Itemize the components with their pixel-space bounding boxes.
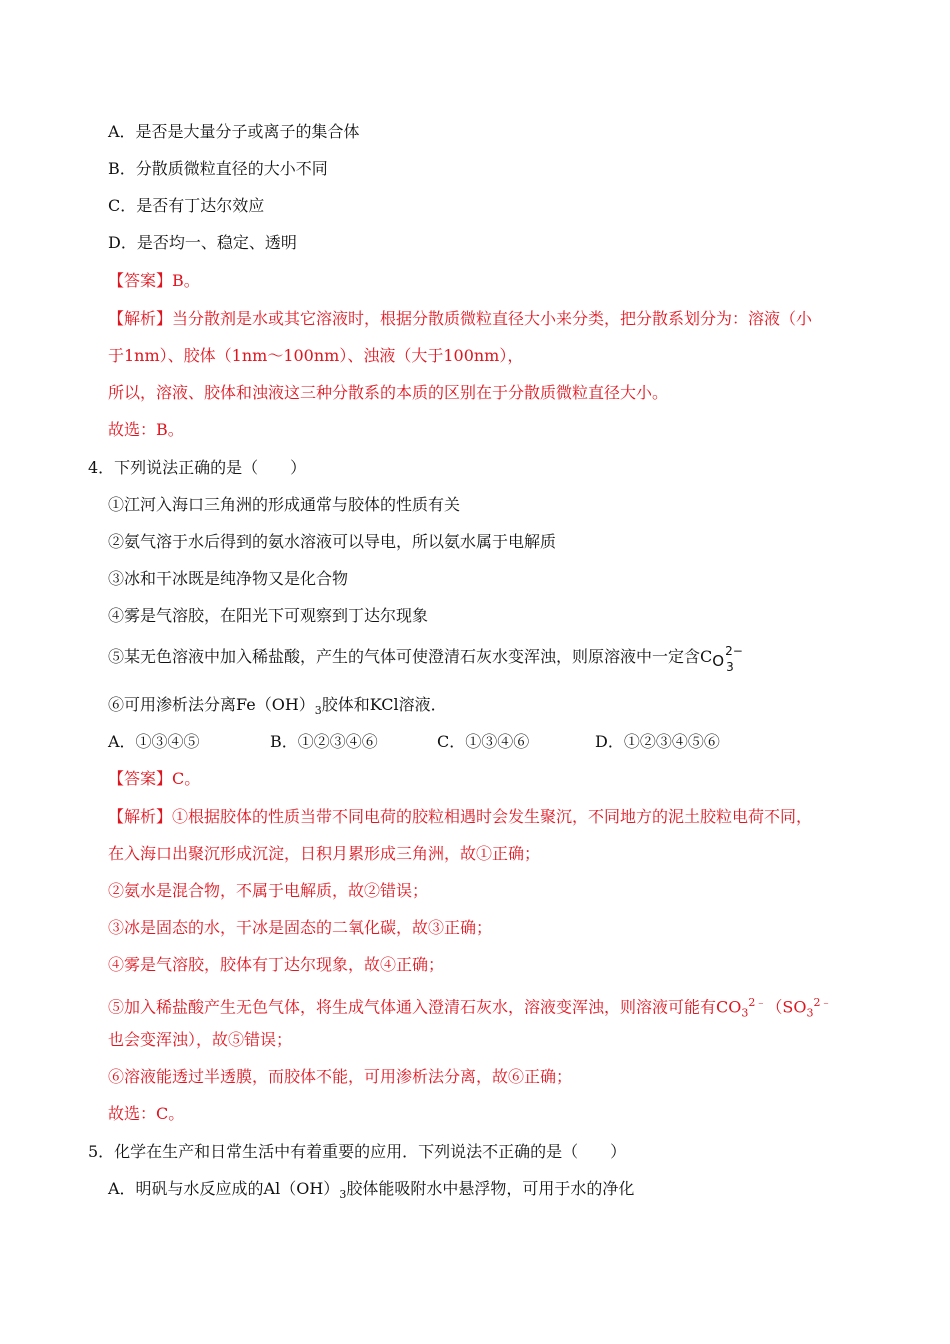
q3-analysis-line: 所以，溶液、胶体和浊液这三种分散系的本质的区别在于分散质微粒直径大小。 bbox=[108, 383, 669, 402]
q4-statement-2: ②氨气溶于水后得到的氨水溶液可以导电，所以氨水属于电解质 bbox=[108, 532, 557, 551]
q3-option-b: B．分散质微粒直径的大小不同 bbox=[108, 159, 328, 178]
q4-option-a: A．①③④⑤ bbox=[108, 732, 200, 751]
q5-option-a bbox=[108, 1177, 634, 1207]
q4-analysis-line: ②氨水是混合物，不属于电解质，故②错误； bbox=[108, 881, 429, 900]
q4-analysis-line: 故选：C。 bbox=[108, 1104, 185, 1123]
q3-analysis-line: 故选：B。 bbox=[108, 420, 184, 439]
q4-analysis-l6-sup1: 2﹣ bbox=[748, 996, 767, 1009]
q3-analysis-line: 【解析】当分散剂是水或其它溶液时，根据分散质微粒直径大小来分类，把分散系划分为：溶液（小 bbox=[108, 309, 813, 328]
q4-statement-1: ①江河入海口三角洲的形成通常与胶体的性质有关 bbox=[108, 495, 461, 514]
q4-stem: 4．下列说法正确的是（ ） bbox=[88, 458, 307, 477]
q4-answer: 【答案】C。 bbox=[108, 769, 201, 788]
q5-stem: 5．化学在生产和日常生活中有着重要的应用．下列说法不正确的是（ ） bbox=[88, 1142, 627, 1161]
q4-statement-5-sub: 3 bbox=[726, 660, 734, 674]
q3-analysis-line: 于1nm）、胶体（1nm～100nm）、浊液（大于100nm）， bbox=[108, 346, 524, 365]
q3-option-a: A．是否是大量分子或离子的集合体 bbox=[108, 122, 360, 141]
q5-option-a-text: A．明矾与水反应成的Al（OH） bbox=[108, 1179, 340, 1198]
q3-answer: 【答案】B。 bbox=[108, 271, 200, 290]
q4-option-b: B．①②③④⑥ bbox=[270, 732, 378, 751]
q4-analysis-line bbox=[108, 991, 831, 1026]
q4-analysis-l6-a: ⑤加入稀盐酸产生无色气体，将生成气体通入澄清石灰水，溶液变浑浊，则溶液可能有CO bbox=[108, 997, 742, 1017]
q4-analysis-line: ③冰是固态的水，干冰是固态的二氧化碳，故③正确； bbox=[108, 918, 493, 937]
q4-statement-4: ④雾是气溶胶，在阳光下可观察到丁达尔现象 bbox=[108, 606, 429, 625]
q4-statement-5-text: ⑤某无色溶液中加入稀盐酸，产生的气体可使澄清石灰水变浑浊，则原溶液中一定含C bbox=[108, 647, 713, 666]
q4-statement-5-o: O bbox=[712, 652, 725, 670]
q3-option-d: D．是否均一、稳定、透明 bbox=[108, 233, 297, 252]
q4-statement-5-charge: 2− bbox=[725, 644, 743, 658]
q4-analysis-line: 【解析】①根据胶体的性质当带不同电荷的胶粒相遇时会发生聚沉，不同地方的泥土胶粒电荷不同， bbox=[108, 807, 813, 826]
q3-option-c: C．是否有丁达尔效应 bbox=[108, 196, 265, 215]
q4-statement-6-b: 胶体和KCl溶液． bbox=[321, 695, 447, 714]
q4-statement-5 bbox=[108, 644, 743, 674]
q4-analysis-line: 也会变浑浊），故⑤错误； bbox=[108, 1030, 293, 1049]
q4-analysis-line: 在入海口出聚沉形成沉淀，日积月累形成三角洲，故①正确； bbox=[108, 844, 541, 863]
q4-statement-6-a: ⑥可用渗析法分离Fe（OH） bbox=[108, 695, 315, 714]
q4-analysis-l6-b: （SO bbox=[766, 997, 807, 1017]
q4-option-c: C．①③④⑥ bbox=[437, 732, 530, 751]
q4-statement-5-ion-scripts bbox=[724, 644, 743, 674]
q5-option-a-rest: 胶体能吸附水中悬浮物，可用于水的净化 bbox=[346, 1179, 635, 1198]
q4-statement-3: ③冰和干冰既是纯净物又是化合物 bbox=[108, 569, 349, 588]
q4-analysis-l6-sub1: 3 bbox=[741, 1006, 749, 1020]
q4-option-d: D．①②③④⑤⑥ bbox=[595, 732, 720, 751]
q4-analysis-line: ⑥溶液能透过半透膜，而胶体不能，可用渗析法分离，故⑥正确； bbox=[108, 1067, 573, 1086]
q4-statement-6-sub: 3 bbox=[314, 704, 322, 718]
q5-option-a-sub: 3 bbox=[339, 1188, 347, 1202]
q4-analysis-l6-sub2: 3 bbox=[806, 1006, 814, 1020]
q4-analysis-l6-sup2: 2﹣ bbox=[813, 996, 832, 1009]
q4-options bbox=[108, 730, 720, 754]
q4-analysis-line: ④雾是气溶胶，胶体有丁达尔现象，故④正确； bbox=[108, 955, 445, 974]
q4-statement-6 bbox=[108, 693, 447, 723]
